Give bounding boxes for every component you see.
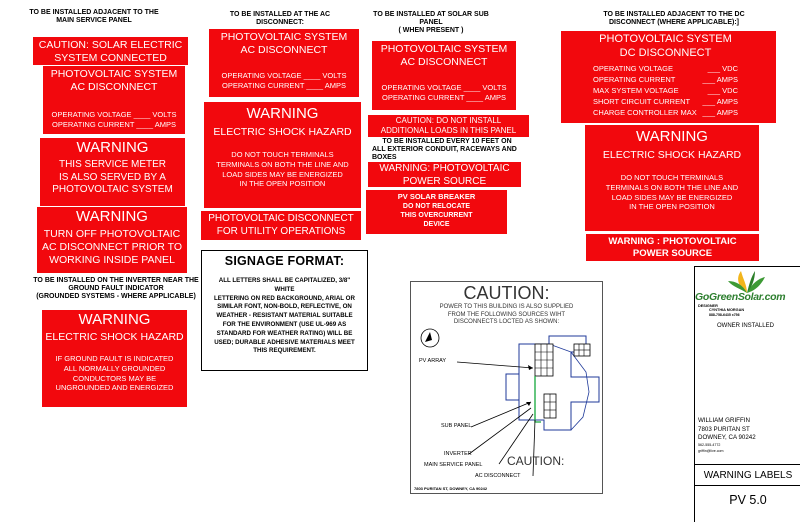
- owner-email: griffin@live.com: [698, 448, 724, 453]
- sheet-title: WARNING LABELS: [703, 470, 793, 481]
- diagram-subtitle: POWER TO THIS BUILDING IS ALSO SUPPLIED FROM THE FOLLOWING SOURCES WIHT DISCONNECTS LOCTED AS SHOWN:: [439, 304, 574, 325]
- label-warning-service-meter: WARNING THIS SERVICE METER IS ALSO SERVED BY A PHOTOVOLTAIC SYSTEM: [40, 138, 185, 206]
- pv-array-panels-2: [574, 344, 590, 356]
- diagram-label-inverter: INVERTER: [444, 451, 472, 457]
- label-warning-electric-shock-ac: WARNING ELECTRIC SHOCK HAZARD DO NOT TOUCH TERMINALS TERMINALS ON BOTH THE LINE AND LOAD SIDES MAY BE ENERGIZED IN THE OPEN POSITION: [204, 102, 361, 208]
- label-pv-ac-disconnect-main: PHOTOVOLTAIC SYSTEM AC DISCONNECT OPERATING VOLTAGE ____ VOLTS OPERATING CURRENT ____ AMPS: [43, 66, 185, 134]
- diagram-label-ac-disconnect: AC DISCONNECT: [475, 473, 521, 479]
- diagram-bottom-title: CAUTION:: [507, 454, 565, 468]
- header-main-service-panel: TO BE INSTALLED ADJACENT TO THE MAIN SERVICE PANEL: [29, 9, 159, 25]
- signage-text: ALL LETTERS SHALL BE CAPITALIZED, 3/8" WHITE LETTERING ON RED BACKGROUND, ARIAL OR SIMILAR FONT, NON-BOLD, REFLECTIVE, ON WEATHER - RESISTANT MATERIAL SUITABLE FOR THE ENVIRONMENT (USE UL-969 AS STANDARD FOR WEATHER RATING) WILL BE USED; DURABLE ADHESIVE MATERIALS MEET THIS REQUIREMENT.: [214, 277, 355, 355]
- north-arrow-icon: [421, 329, 439, 347]
- label-pv-ac-disconnect: PHOTOVOLTAIC SYSTEM AC DISCONNECT OPERATING VOLTAGE ____ VOLTS OPERATING CURRENT ____ AMPS: [209, 29, 359, 97]
- caution-site-diagram: [410, 281, 603, 494]
- header-inverter-ground-fault: TO BE INSTALLED ON THE INVERTER NEAR THE GROUND FAULT INDICATOR (GROUNDED SYSTEMS - WHERE APPLICABLE): [33, 277, 199, 301]
- label-pv-dc-disconnect: PHOTOVOLTAIC SYSTEM DC DISCONNECT OPERATING VOLTAGE ___ VDC OPERATING CURRENT ___ AMPS MAX SYSTEM VOLTAGE ___ VDC SHORT CIRCUIT CURRENT ___ AMPS CHARGE CONTROLLER MAX ___ AMPS: [561, 31, 776, 123]
- title-block-divider-2: [695, 485, 800, 486]
- diagram-title: CAUTION:: [463, 283, 550, 303]
- label-warning-turn-off-pv: WARNING TURN OFF PHOTOVOLTAIC AC DISCONNECT PRIOR TO WORKING INSIDE PANEL: [37, 207, 187, 273]
- label-pv-disconnect-utility: PHOTOVOLTAIC DISCONNECT FOR UTILITY OPERATIONS: [201, 211, 361, 240]
- header-dc-disconnect: TO BE INSTALLED ADJACENT TO THE DC DISCONNECT (WHERE APPLICABLE):]: [603, 11, 745, 27]
- company-logo-text: GoGreenSolar.com: [695, 291, 786, 303]
- diagram-address: 7803 PURITAN ST, DOWNEY, CA 90242: [414, 486, 488, 491]
- designer-phone: 888-758-6435 x756: [709, 313, 740, 317]
- owner-installed-label: OWNER INSTALLED: [717, 323, 774, 329]
- dc-row-short-circuit-current: SHORT CIRCUIT CURRENT ___ AMPS: [593, 96, 738, 106]
- label-warning-pv-power-source-conduit: WARNING: PHOTOVOLTAIC POWER SOURCE: [368, 162, 521, 187]
- owner-city: DOWNEY, CA 90242: [698, 434, 756, 442]
- diagram-label-sub-panel: SUB PANEL: [441, 423, 472, 429]
- title-block: [694, 266, 800, 522]
- diagram-label-main-service-panel: MAIN SERVICE PANEL: [424, 462, 483, 468]
- dc-row-max-system-voltage: MAX SYSTEM VOLTAGE ___ VDC: [593, 85, 738, 95]
- label-pv-solar-breaker: PV SOLAR BREAKER DO NOT RELOCATE THIS OVERCURRENT DEVICE: [366, 190, 507, 234]
- dc-row-charge-controller-max: CHARGE CONTROLLER MAX ___ AMPS: [593, 107, 738, 117]
- owner-phone: 562-555-4772: [698, 443, 721, 448]
- header-ac-disconnect: TO BE INSTALLED AT THE AC DISCONNECT:: [229, 11, 331, 27]
- sheet-number: PV 5.0: [729, 493, 767, 507]
- signage-title: SIGNAGE FORMAT:: [224, 254, 345, 268]
- label-warning-pv-power-source-dc: WARNING : PHOTOVOLTAIC POWER SOURCE: [586, 234, 759, 261]
- owner-name: WILLIAM GRIFFIN: [698, 417, 750, 424]
- pv-array-panels: [535, 344, 553, 376]
- label-pv-ac-disconnect-sub: PHOTOVOLTAIC SYSTEM AC DISCONNECT OPERATING VOLTAGE ____ VOLTS OPERATING CURRENT ____ AMPS: [372, 41, 516, 110]
- pv-array-panels-3: [544, 394, 556, 418]
- dc-row-operating-voltage: OPERATING VOLTAGE ___ VDC: [593, 63, 738, 73]
- title-block-divider-1: [695, 464, 800, 465]
- signage-format-box: [201, 250, 368, 371]
- dc-row-operating-current: OPERATING CURRENT ___ AMPS: [593, 74, 738, 84]
- header-solar-sub-panel: TO BE INSTALLED AT SOLAR SUB PANEL ( WHEN PRESENT ): [373, 11, 489, 35]
- owner-info: [698, 417, 756, 453]
- designer-label: DESIGNER: [698, 304, 718, 308]
- label-warning-electric-shock-dc: WARNING ELECTRIC SHOCK HAZARD DO NOT TOUCH TERMINALS TERMINALS ON BOTH THE LINE AND LOAD SIDES MAY BE ENERGIZED IN THE OPEN POSITION: [585, 125, 759, 231]
- label-caution-solar-connected: CAUTION: SOLAR ELECTRIC SYSTEM CONNECTED: [33, 37, 188, 65]
- label-caution-no-additional-loads: CAUTION: DO NOT INSTALL ADDITIONAL LOADS IN THIS PANEL: [368, 115, 529, 137]
- designer-name: CYNTHIA MORGAN: [709, 308, 745, 312]
- owner-street: 7803 PURITAN ST: [698, 425, 750, 433]
- label-warning-ground-fault: WARNING ELECTRIC SHOCK HAZARD IF GROUND FAULT IS INDICATED ALL NORMALLY GROUNDED CONDUCTORS MAY BE UNGROUNDED AND ENERGIZED: [42, 310, 187, 407]
- header-every-10-feet: TO BE INSTALLED EVERY 10 FEET ON ALL EXTERIOR CONDUIT, RACEWAYS AND BOXES: [372, 138, 517, 162]
- diagram-label-pv-array: PV ARRAY: [419, 358, 447, 364]
